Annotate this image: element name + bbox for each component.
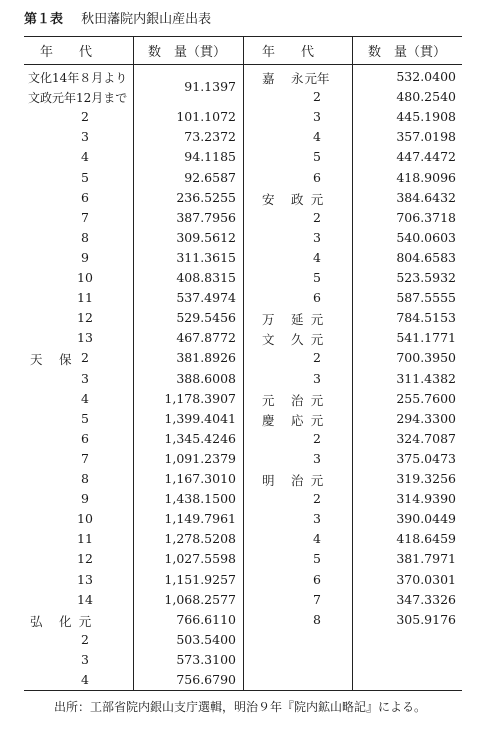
left-year-cell: 12 xyxy=(77,310,93,326)
right-value-cell: 314.9390 xyxy=(396,491,456,507)
right-year-cell: 2 xyxy=(313,209,321,225)
right-year-cell: 元 xyxy=(310,312,324,328)
left-era-cell: 弘 化 xyxy=(30,613,74,629)
right-value-cell: 294.3300 xyxy=(396,410,456,426)
right-year-cell: 3 xyxy=(313,511,321,527)
left-value-cell: 766.6110 xyxy=(176,611,236,627)
left-year-cell: 6 xyxy=(81,189,89,205)
left-value-cell: 1,149.7961 xyxy=(164,511,236,527)
left-year-cell: 11 xyxy=(77,290,93,306)
left-year-cell: 13 xyxy=(77,571,93,587)
left-year-cell: 10 xyxy=(77,511,93,527)
right-value-cell: 418.9096 xyxy=(396,169,456,185)
right-year-cell: 元 xyxy=(310,332,324,348)
right-value-cell: 255.7600 xyxy=(396,390,456,406)
right-year-cell: 元 xyxy=(310,392,324,408)
left-year-cell: 4 xyxy=(81,390,89,406)
left-value-cell: 387.7956 xyxy=(176,209,236,225)
right-value-cell: 370.0301 xyxy=(396,571,456,587)
left-value-cell: 1,091.2379 xyxy=(164,450,236,466)
right-year-cell: 3 xyxy=(313,450,321,466)
left-year-cell: 7 xyxy=(81,450,89,466)
table-number: 第１表 xyxy=(24,12,64,27)
left-value-cell: 388.6008 xyxy=(176,370,236,386)
left-value-cell: 381.8926 xyxy=(176,350,236,366)
right-value-cell: 357.0198 xyxy=(396,129,456,145)
left-year-cell: 13 xyxy=(77,330,93,346)
left-year-cell: 9 xyxy=(81,491,89,507)
right-year-cell: 2 xyxy=(313,89,321,105)
header-era-right: 年 代 xyxy=(262,45,315,60)
right-value-cell: 375.0473 xyxy=(396,450,456,466)
left-year-cell: 10 xyxy=(77,270,93,285)
left-value-cell: 573.3100 xyxy=(176,651,236,667)
right-value-cell: 390.0449 xyxy=(396,511,456,527)
right-year-cell: 4 xyxy=(313,249,321,265)
right-value-cell: 700.3950 xyxy=(396,350,456,366)
left-year-cell: 11 xyxy=(77,531,93,547)
right-year-cell: 3 xyxy=(313,229,321,245)
left-value-cell: 529.5456 xyxy=(176,310,236,326)
left-value-cell: 1,178.3907 xyxy=(164,390,236,406)
right-value-cell: 447.4472 xyxy=(396,149,456,165)
right-year-cell: 3 xyxy=(313,370,321,386)
left-value-cell: 1,151.9257 xyxy=(164,571,236,587)
source-note: 出所：工部省院内銀山支庁選輯，明治９年『院内鉱山略記』による。 xyxy=(53,700,426,714)
right-year-cell: 2 xyxy=(313,491,321,507)
right-value-cell: 324.7087 xyxy=(396,430,456,446)
right-year-cell: 6 xyxy=(313,571,321,587)
left-value-cell: 92.6587 xyxy=(184,169,236,185)
right-year-cell: 8 xyxy=(313,611,321,627)
right-year-cell: 6 xyxy=(313,169,321,185)
right-value-cell: 541.1771 xyxy=(396,330,456,346)
left-value-cell: 94.1185 xyxy=(184,149,236,165)
right-era-cell: 明 治 xyxy=(262,473,306,488)
right-value-cell: 804.6583 xyxy=(396,249,456,265)
right-era-cell: 安 政 xyxy=(262,191,306,207)
left-value-cell: 1,068.2577 xyxy=(164,591,236,607)
left-value-cell: 101.1072 xyxy=(176,109,236,125)
right-year-cell: 4 xyxy=(313,531,321,547)
left-year-cell: 4 xyxy=(81,672,89,687)
left-year-cell: 2 xyxy=(81,350,89,366)
left-value-cell: 73.2372 xyxy=(184,129,236,145)
left-year-cell: 4 xyxy=(81,149,89,165)
right-year-cell: 2 xyxy=(313,350,321,366)
table-caption xyxy=(24,8,211,27)
left-value-cell: 311.3615 xyxy=(176,249,236,265)
left-year-cell: 14 xyxy=(77,591,93,607)
left-year-cell: 7 xyxy=(81,209,89,225)
right-year-cell: 5 xyxy=(313,149,321,165)
left-year-cell: 3 xyxy=(81,651,89,667)
left-value-cell: 1,345.4246 xyxy=(164,430,236,446)
right-value-cell: 445.1908 xyxy=(396,109,456,125)
right-year-cell: 元 xyxy=(310,412,324,428)
left-year-cell: 3 xyxy=(81,129,89,145)
right-value-cell: 532.0400 xyxy=(396,69,456,84)
right-value-cell: 418.6459 xyxy=(396,531,456,547)
right-year-cell: 元年 xyxy=(304,71,330,86)
left-value-cell: 467.8772 xyxy=(176,330,236,346)
left-year-cell: 元 xyxy=(78,613,92,629)
right-year-cell: 3 xyxy=(313,109,321,125)
left-value-cell: 1,167.3010 xyxy=(164,471,236,486)
left-era-cell: 文政元年12月まで xyxy=(28,91,128,106)
left-value-cell: 1,438.1500 xyxy=(164,491,236,507)
left-year-cell: 5 xyxy=(81,410,89,426)
right-value-cell: 319.3256 xyxy=(396,471,456,486)
left-year-cell: 5 xyxy=(81,169,89,185)
left-value-cell: 1,278.5208 xyxy=(164,531,236,547)
right-era-cell: 文 久 xyxy=(262,332,306,348)
left-value-cell: 91.1397 xyxy=(184,79,236,95)
header-era-left: 年 代 xyxy=(40,45,93,60)
left-value-cell: 309.5612 xyxy=(176,229,236,245)
right-year-cell: 5 xyxy=(313,270,321,285)
right-value-cell: 523.5932 xyxy=(396,270,456,285)
right-era-cell: 万 延 xyxy=(262,312,306,328)
left-year-cell: 8 xyxy=(81,471,89,486)
left-year-cell: 6 xyxy=(81,430,89,446)
right-era-cell: 嘉 永 xyxy=(262,71,306,86)
left-value-cell: 503.5400 xyxy=(176,631,236,647)
left-year-cell: 9 xyxy=(81,249,89,265)
left-era-cell: 天 保 xyxy=(30,352,74,368)
right-value-cell: 480.2540 xyxy=(396,89,456,105)
header-quantity-left: 数 量（貫） xyxy=(148,45,227,60)
left-year-cell: 3 xyxy=(81,370,89,386)
header-quantity-right: 数 量（貫） xyxy=(368,45,447,60)
left-value-cell: 1,399.4041 xyxy=(164,410,236,426)
right-value-cell: 311.4382 xyxy=(396,370,456,386)
right-year-cell: 元 xyxy=(310,473,324,488)
left-year-cell: 8 xyxy=(81,229,89,245)
right-value-cell: 305.9176 xyxy=(396,611,456,627)
right-era-cell: 元 治 xyxy=(262,392,306,408)
right-value-cell: 784.5153 xyxy=(396,310,456,326)
left-value-cell: 408.8315 xyxy=(176,270,236,285)
right-year-cell: 5 xyxy=(313,551,321,567)
right-year-cell: 7 xyxy=(313,591,321,607)
right-year-cell: 元 xyxy=(310,191,324,207)
right-year-cell: 6 xyxy=(313,290,321,306)
right-value-cell: 706.3718 xyxy=(396,209,456,225)
left-year-cell: 2 xyxy=(81,631,89,647)
right-value-cell: 587.5555 xyxy=(396,290,456,306)
left-era-cell: 文化14年８月より xyxy=(28,71,128,85)
right-value-cell: 384.6432 xyxy=(396,189,456,205)
left-year-cell: 2 xyxy=(81,109,89,125)
left-value-cell: 537.4974 xyxy=(176,290,236,306)
right-value-cell: 381.7971 xyxy=(396,551,456,567)
left-year-cell: 12 xyxy=(77,551,93,567)
left-value-cell: 1,027.5598 xyxy=(164,551,236,567)
right-year-cell: 2 xyxy=(313,430,321,446)
right-era-cell: 慶 応 xyxy=(262,412,306,428)
right-value-cell: 540.0603 xyxy=(396,229,456,245)
left-value-cell: 756.6790 xyxy=(176,672,236,687)
right-year-cell: 4 xyxy=(313,129,321,145)
column-divider-center xyxy=(243,37,244,691)
right-value-cell: 347.3326 xyxy=(396,591,456,607)
left-value-cell: 236.5255 xyxy=(176,189,236,205)
table-title: 秋田藩院内銀山産出表 xyxy=(81,12,212,27)
